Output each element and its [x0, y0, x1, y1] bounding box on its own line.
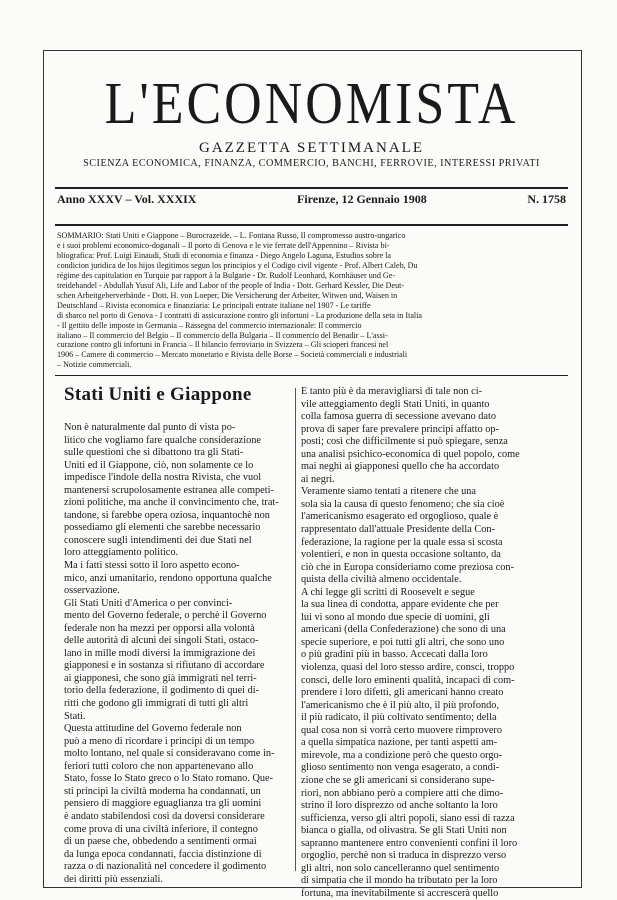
header-rule-bottom	[55, 224, 568, 226]
issue-line	[57, 192, 566, 207]
summary-rule	[55, 375, 568, 376]
issue-number: N. 1758	[527, 192, 566, 206]
issue-place-date: Firenze, 12 Gennaio 1908	[297, 192, 427, 206]
article-title: Stati Uniti e Giappone	[64, 384, 252, 405]
masthead-subtitle: GAZZETTA SETTIMANALE	[198, 140, 425, 156]
summary-block: SOMMARIO: Stati Uniti e Giappone – Burocrazeide. – L. Fontana Russo, Il compromesso austro-ungarico e i suoi problemi economico-doganali – Il porto di Genova e le vie ferrate dell'Appennino – Rivista bi- bliografica: Prof. Luigi Einaudi, Studi di economia e finanza - Diego Angelo Laguna, Estudios sobre la condicion juridica de los hijos ilegitimos segun los principios y el Codigo civil vigente - Prof. Albert Caleb, Du régime des capitulation en Turquie par rapport à la Bulgarie - Dr. Rudolf Leonhard, Kornhäuser und Ge- treidehandel - Abdullah Yusuf Ali, Life and Labor of the people of India - Dott. Gerhard Kessler, Die Deut- schen Arbeitgeberverbände - Dott. H. von Loeper, Die Versicherung der Arbeiter, Witwen und, Waisen in Deutschland – Rivista economica e finanziaria: Le principali entrate italiane nel 1907 - Le tariffe di sbarco nel porto di Genova - I contratti di assicurazione contro gli infortuni - La produzione della seta in Italia - Il gettito delle imposte in Germania – Rassegna del commercio internazionale: Il commercio italiano – Il commercio del Belgio – Il commercio della Bulgaria – Il commercio del Benadir – L'assi- curazione contro gli infortuni in Francia – Il bilancio ferroviario in Svizzera – Gli scioperi francesi nel 1906 – Camere di commercio – Mercato monetario e Rivista delle Borse – Società commerciali e industriali – Notizie commerciali.	[57, 231, 422, 370]
issue-year-volume: Anno XXXV – Vol. XXXIX	[57, 192, 197, 206]
article-right-column: E tanto più è da meravigliarsi di tale non ci- vile atteggiamento degli Stati Uniti, in quanto colla famosa guerra di secessione avevano dato prova di saper fare prevalere principi affatto op- posti; così che difficilmente si può spiegare, senza una analisi psichico-economica di quel popolo, come mai neghi ai giapponesi quello che ha accordato ai negri. Veramente siamo tentati a ritenere che una sola sia la causa di questo fenomeno; che sia cioè l'americanismo esagerato ed orgoglioso, quale è rappresentato dall'attuale Presidente della Con- federazione, la ragione per la quale essa si scosta volentieri, e non in questa occasione soltanto, da ciò che in Europa consideriamo come preziosa con- quista della civiltà almeno occidentale. A chi legge gli scritti di Roosevelt e segue la sua linea di condotta, appare evidente che per lui vi sono al mondo due specie di uomini, gli americani (della Confederazione) che sono di una specie superiore, e poi tutti gli altri, che sono uno o più gradini più in basso. Accecati dalla loro violenza, quasi del loro stesso ardire, consci, troppo consci, delle loro eminenti qualità, incapaci di com- prendere i loro difetti, gli americani hanno creato l'americanismo che è il più alto, il più profondo, il più radicato, il più coltivato sentimento; della qual cosa non si vorrà certo muovere rimprovero a quella simpatica nazione, per tanti aspetti am- mirevole, ma a condizione però che questo orgo- glioso sentimento non venga esagerato, a condi- zione che se gli americani si considerano supe- riori, non abbiano però a compiere atti che dimo- strino il loro disprezzo od anche soltanto la loro sufficienza, verso gli altri popoli, siano essi di razza bianca o gialla, od olivastra. Se gli Stati Uniti non sapranno mantenere entro convenienti confini il loro orgoglio, perchè non si traduca in disprezzo verso gli altri, non solo cancelleranno quel sentimento di simpatia che il mondo ha tributato per la loro fortuna, ma inevitabilmente si accrescerà quello	[301, 386, 520, 899]
masthead-tagline: SCIENZA ECONOMICA, FINANZA, COMMERCIO, BANCHI, FERROVIE, INTERESSI PRIVATI	[83, 158, 540, 169]
column-divider	[295, 388, 296, 871]
article-left-column: Non è naturalmente dal punto di vista po- litico che vogliamo fare qualche considerazione sulle questioni che si dibattono tra gli Stati- Uniti ed il Giappone, ciò, non solamente ce lo impedisce l'indole della nostra Rivista, che vuol mantenersi scrupolosamente estranea alle competi- zioni politiche, ma anche il convincimento che, trat- tandone, si farebbe opera oziosa, inquantochè non possediamo gli elementi che sarebbe necessario conoscere sugli intendimenti dei due Stati nel loro atteggiamento politico. Ma i fatti stessi sotto il loro aspetto econo- mico, anzi umanitario, rendono opportuna qualche osservazione. Gli Stati Uniti d'America o per convinci- mento del Governo federale, o perchè il Governo federale non ha mezzi per opporsi alla volontà delle autorità di alcuni dei singoli Stati, ostaco- lano in mille modi diversi la immigrazione dei giapponesi e in sostanza si rifiutano di accordare ai giapponesi, che sono già immigrati nel terri- torio della federazione, il godimento di quei di- ritti che godono gli immigrati di tutti gli altri Stati. Questa attitudine del Governo federale non può a meno di ricordare i principi di un tempo molto lontano, nel quale si consideravano come in- feriori tutti coloro che non appartenevano allo Stato, fosse lo Stato greco o lo Stato romano. Que- sti principi la civiltà moderna ha condannati, un pensiero di maggiore eguaglianza tra gli uomini è andato stabilendosi così da doversi considerare come prova di una civiltà inferiore, il contegno di un paese che, obbedendo a sentimenti ormai da lunga epoca condannati, faccia distinzione di razza o di nazionalità nel concedere il godimento dei diritti più essenziali.	[64, 422, 279, 885]
header-rule-top	[55, 187, 568, 189]
masthead-title: L'ECONOMISTA	[104, 71, 519, 137]
